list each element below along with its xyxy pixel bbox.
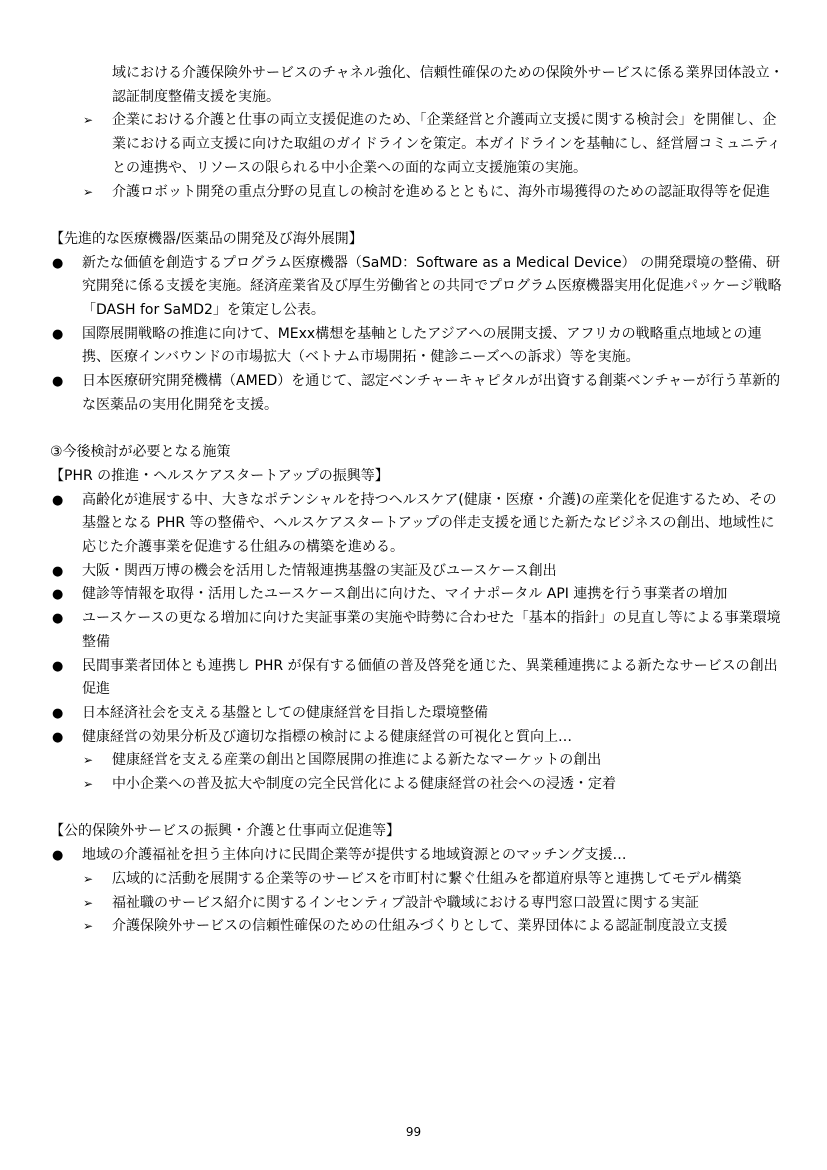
sub-list-item xyxy=(50,749,785,773)
sub-list-item xyxy=(50,892,785,916)
list-item xyxy=(50,726,785,750)
section-heading: 【公的保険外サービスの振興・介護と仕事両立促進等】 xyxy=(50,823,400,840)
spacer xyxy=(50,797,785,821)
circle-bullet-icon: ● xyxy=(52,255,64,271)
list-item-text: 福祉職のサービス紹介に関するインセンティブ設計や職域における専門窓口設置に関する実証 xyxy=(112,894,699,911)
arrow-bullet-icon: ➢ xyxy=(83,919,94,934)
page-content xyxy=(50,62,785,939)
list-item-text: 健康経営の効果分析及び適切な指標の検討による健康経営の可視化と質向上… xyxy=(82,728,572,745)
circle-bullet-icon: ● xyxy=(52,611,64,627)
arrow-bullet-icon: ➢ xyxy=(83,871,94,886)
spacer xyxy=(50,204,785,228)
arrow-bullet-icon: ➢ xyxy=(83,777,94,792)
list-item-text: 中小企業への普及拡大や制度の完全民営化による健康経営の社会への浸透・定着 xyxy=(112,776,616,793)
spacer xyxy=(50,418,785,442)
list-item xyxy=(50,323,785,370)
list-item-text: 大阪・関西万博の機会を活用した情報連携基盤の実証及びユースケース創出 xyxy=(82,562,557,579)
list-item-text: 企業における介護と仕事の両立支援促進のため、「企業経営と介護両立支援に関する検討会」を開催し、企業における両立支援に向けた取組のガイドラインを策定。本ガイドラインを基軸にし、経営層コミュニティとの連携や、リソースの限られる中小企業への面的な両立支援施策の実施。 xyxy=(112,112,781,176)
list-item xyxy=(50,560,785,584)
arrow-bullet-icon: ➢ xyxy=(83,753,94,768)
circle-bullet-icon: ● xyxy=(52,729,64,745)
circle-bullet-icon: ● xyxy=(52,848,64,864)
circle-bullet-icon: ● xyxy=(52,374,64,390)
circle-bullet-icon: ● xyxy=(52,658,64,674)
sub-list-item xyxy=(50,915,785,939)
sub-list-item xyxy=(50,773,785,797)
list-item-text: 健康経営を支える産業の創出と国際展開の推進による新たなマーケットの創出 xyxy=(112,752,602,769)
list-item xyxy=(50,181,785,205)
list-item-text: 介護保険外サービスの信頼性確保のための仕組みづくりとして、業界団体による認証制度設立支援 xyxy=(112,918,728,935)
list-item xyxy=(50,252,785,323)
list-item-text: 地域の介護福祉を担う主体向けに民間企業等が提供する地域資源とのマッチング支援… xyxy=(82,847,627,864)
list-item xyxy=(50,489,785,560)
page-number: 99 xyxy=(405,1125,422,1139)
list-item-text: 日本医療研究開発機構（AMED）を通じて、認定ベンチャーキャピタルが出資する創薬ベンチャーが行う革新的な医薬品の実用化開発を支援。 xyxy=(82,373,781,413)
circle-bullet-icon: ● xyxy=(52,705,64,721)
list-item xyxy=(50,583,785,607)
arrow-bullet-icon: ➢ xyxy=(83,184,94,199)
list-item xyxy=(50,370,785,417)
section-title: ③今後検討が必要となる施策 xyxy=(50,444,231,461)
list-item-text: 新たな価値を創造するプログラム医療機器（SaMD：Software as a Medical Device） の開発環境の整備、研究開発に係る支援を実施。経済産業省及び厚生労働省との共同でプログラム医療機器実用化促進パッケージ戦略「DASH for SaMD2」を策定し公表。 xyxy=(82,254,782,319)
circle-bullet-icon: ● xyxy=(52,492,64,508)
list-item-text: ユースケースの更なる増加に向けた実証事業の実施や時勢に合わせた「基本的指針」の見直し等による事業環境整備 xyxy=(82,610,781,650)
list-item xyxy=(50,109,785,180)
list-item xyxy=(50,844,785,868)
list-item xyxy=(50,655,785,702)
section-heading: 【先進的な医療機器/医薬品の開発及び海外展開】 xyxy=(50,230,363,247)
list-item-text: 広域的に活動を展開する企業等のサービスを市町村に繋ぐ仕組みを都道府県等と連携してモデル構築 xyxy=(112,870,742,887)
circle-bullet-icon: ● xyxy=(52,326,64,342)
section-heading: 【PHR の推進・ヘルスケアスタートアップの振興等】 xyxy=(50,467,389,484)
list-item-text: 健診等情報を取得・活用したユースケース創出に向けた、マイナポータル API 連携を行う事業者の増加 xyxy=(82,586,728,603)
list-item-text: 国際展開戦略の推進に向けて、MExx構想を基軸としたアジアへの展開支援、アフリカの戦略重点地域との連携、医療インバウンドの市場拡大（ベトナム市場開拓・健診ニーズへの訴求）等を実施。 xyxy=(82,325,762,366)
circle-bullet-icon: ● xyxy=(52,563,64,579)
sub-list-item xyxy=(50,868,785,892)
list-item xyxy=(50,702,785,726)
continuation-paragraph: 域における介護保険外サービスのチャネル強化、信頼性確保のための保険外サービスに係る業界団体設立・認証制度整備支援を実施。 xyxy=(112,65,784,105)
list-item-text: 高齢化が進展する中、大きなポテンシャルを持つヘルスケア(健康・医療・介護)の産業化を促進するため、その基盤となる PHR 等の整備や、ヘルスケアスタートアップの伴走支援を通じた新たなビジネスの創出、地域性に応じた介護事業を促進する仕組みの構築を進める。 xyxy=(82,491,777,556)
list-item-text: 介護ロボット開発の重点分野の見直しの検討を進めるとともに、海外市場獲得のための認証取得等を促進 xyxy=(112,183,770,200)
list-item-text: 民間事業者団体とも連携し PHR が保有する価値の普及啓発を通じた、異業種連携による新たなサービスの創出促進 xyxy=(82,657,778,698)
list-item xyxy=(50,607,785,654)
arrow-bullet-icon: ➢ xyxy=(83,113,94,128)
list-item-text: 日本経済社会を支える基盤としての健康経営を目指した環境整備 xyxy=(82,704,488,721)
arrow-bullet-icon: ➢ xyxy=(83,895,94,910)
circle-bullet-icon: ● xyxy=(52,587,64,603)
